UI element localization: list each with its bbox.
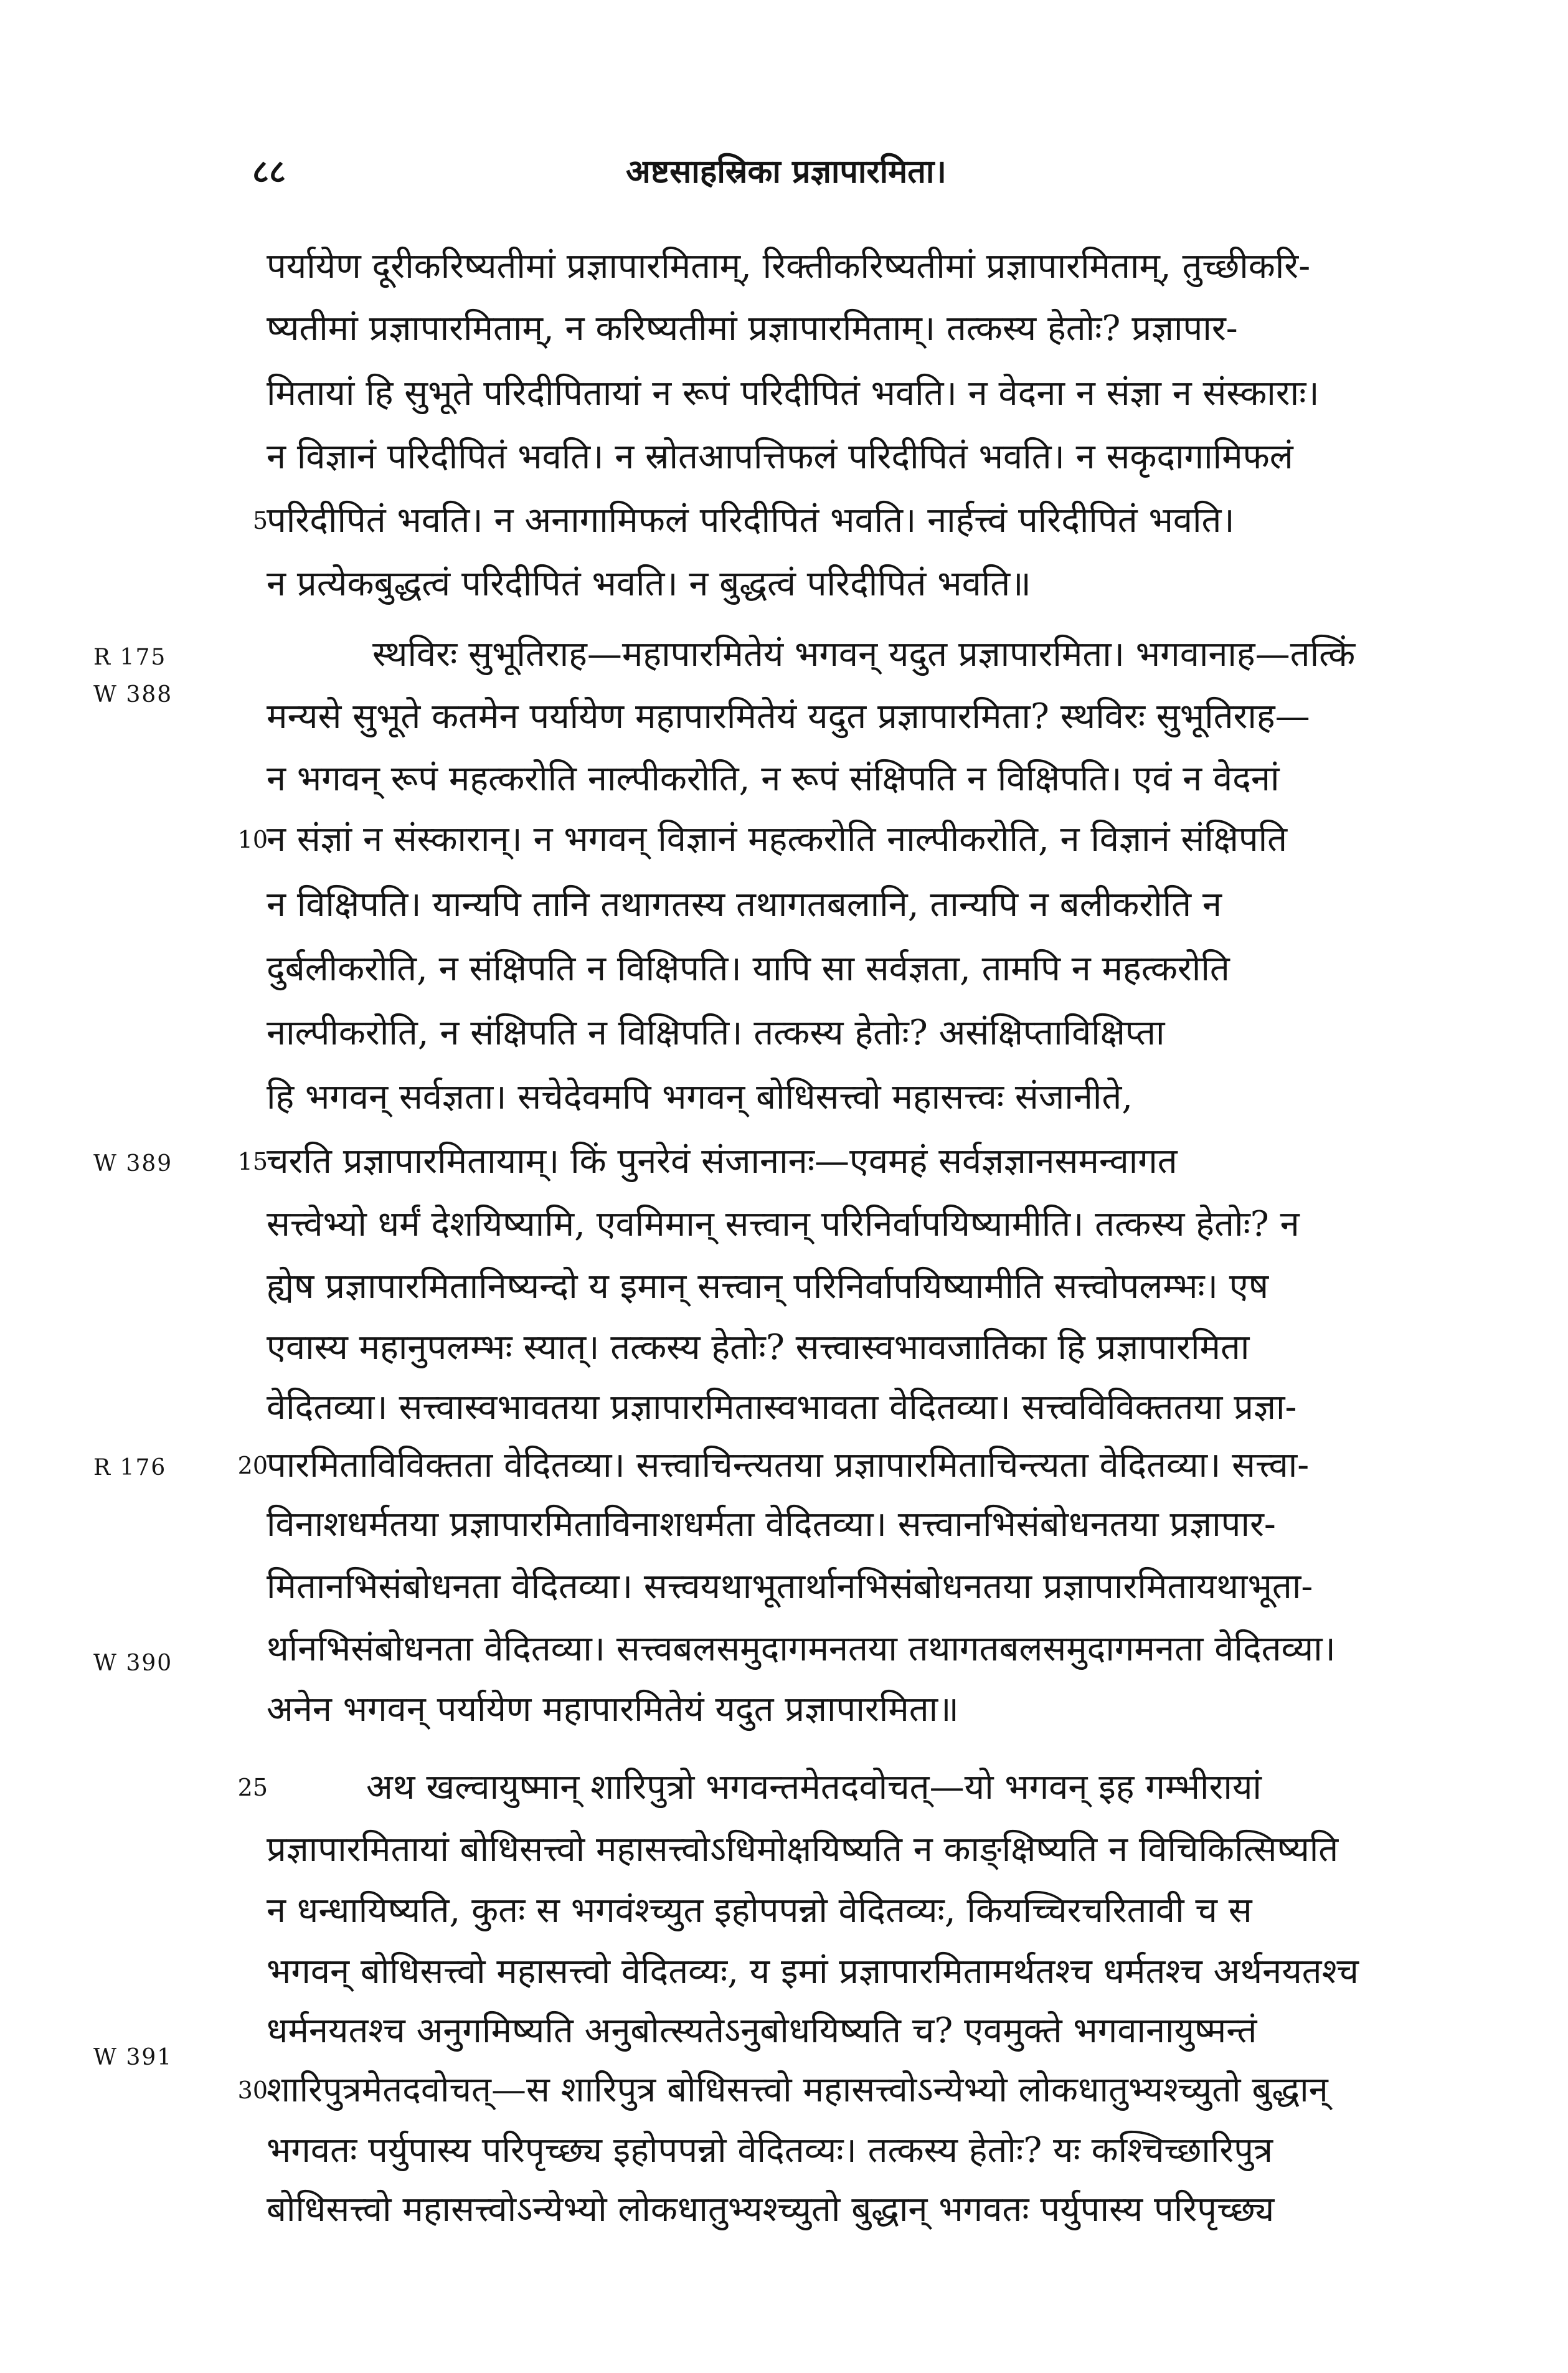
text-line: नाल्पीकरोति, न संक्षिपति न विक्षिपति। तत्कस्य हेतोः? असंक्षिप्ताविक्षिप्ता	[267, 1013, 1165, 1053]
text-line: न धन्धायिष्यति, कुतः स भगवंश्च्युत इहोपपन्नो वेदितव्यः, कियच्चिरचरितावी च स	[267, 1890, 1252, 1931]
text-line: स्थविरः सुभूतिराह—महापारमितेयं भगवन् यदुत प्रज्ञापारमिता। भगवानाह—तत्किं	[372, 634, 1356, 675]
text-line: न विज्ञानं परिदीपितं भवति। न स्रोतआपत्तिफलं परिदीपितं भवति। न सकृदागामिफलं	[267, 437, 1293, 477]
text-line: मितानभिसंबोधनता वेदितव्या। सत्त्वयथाभूतार्थानभिसंबोधनतया प्रज्ञापारमितायथाभूता-	[267, 1566, 1313, 1607]
text-line: न प्रत्येकबुद्धत्वं परिदीपितं भवति। न बुद्धत्वं परिदीपितं भवति॥	[267, 564, 1031, 604]
text-line: विनाशधर्मतया प्रज्ञापारमिताविनाशधर्मता वेदितव्या। सत्त्वानभिसंबोधनतया प्रज्ञापार-	[267, 1504, 1276, 1545]
text-line: दुर्बलीकरोति, न संक्षिपति न विक्षिपति। यापि सा सर्वज्ञता, तामपि न महत्करोति	[267, 949, 1230, 989]
margin-reference: W 389	[93, 1151, 173, 1177]
text-line: धर्मनयतश्च अनुगमिष्यति अनुबोत्स्यतेऽनुबोधयिष्यति च? एवमुक्ते भगवानायुष्मन्तं	[267, 2011, 1257, 2051]
text-line: न भगवन् रूपं महत्करोति नाल्पीकरोति, न रूपं संक्षिपति न विक्षिपति। एवं न वेदनां	[267, 759, 1280, 799]
text-line: र्थानभिसंबोधनता वेदितव्या। सत्त्वबलसमुदागमनतया तथागतबलसमुदागमनता वेदितव्या।	[267, 1629, 1336, 1669]
margin-reference: W 388	[93, 682, 173, 708]
text-line: प्रज्ञापारमितायां बोधिसत्त्वो महासत्त्वोऽधिमोक्षयिष्यति न काङ्क्षिष्यति न विचिकित्सिष्यति	[267, 1829, 1339, 1870]
margin-reference: W 391	[93, 2045, 173, 2070]
text-line: अनेन भगवन् पर्यायेण महापारमितेयं यदुत प्रज्ञापारमिता॥	[267, 1689, 959, 1730]
text-line: भगवतः पर्युपास्य परिपृच्छ्य इहोपपन्नो वेदितव्यः। तत्कस्य हेतोः? यः कश्चिच्छारिपुत्र	[267, 2130, 1273, 2171]
margin-reference: W 390	[93, 1651, 173, 1676]
text-line: सत्त्वेभ्यो धर्मं देशयिष्यामि, एवमिमान् सत्त्वान् परिनिर्वापयिष्यामीति। तत्कस्य हेतोः? न	[267, 1204, 1300, 1244]
text-line: मन्यसे सुभूते कतमेन पर्यायेण महापारमितेयं यदुत प्रज्ञापारमिता? स्थविरः सुभूतिराह—	[267, 696, 1310, 737]
text-line: पर्यायेण दूरीकरिष्यतीमां प्रज्ञापारमिताम्, रिक्तीकरिष्यतीमां प्रज्ञापारमिताम्, तुच्छीकरि-	[267, 246, 1311, 287]
margin-reference: R 175	[93, 645, 167, 670]
text-line: ष्यतीमां प्रज्ञापारमिताम्, न करिष्यतीमां प्रज्ञापारमिताम्। तत्कस्य हेतोः? प्रज्ञापार-	[267, 308, 1238, 349]
text-line: बोधिसत्त्वो महासत्त्वोऽन्येभ्यो लोकधातुभ्यश्च्युतो बुद्धान् भगवतः पर्युपास्य परिपृच्छ्य	[267, 2189, 1275, 2230]
text-line: न संज्ञां न संस्कारान्। न भगवन् विज्ञानं महत्करोति नाल्पीकरोति, न विज्ञानं संक्षिपति	[267, 819, 1288, 860]
line-number: 15	[237, 1148, 268, 1175]
page-number: ८८	[252, 153, 286, 191]
text-line: मितायां हि सुभूते परिदीपितायां न रूपं परिदीपितं भवति। न वेदना न संज्ञा न संस्काराः।	[267, 373, 1320, 414]
text-line: हि भगवन् सर्वज्ञता। सचेदेवमपि भगवन् बोधिसत्त्वो महासत्त्वः संजानीते,	[267, 1077, 1133, 1117]
line-number: 25	[237, 1774, 268, 1801]
text-line: ह्येष प्रज्ञापारमितानिष्यन्दो य इमान् सत्त्वान् परिनिर्वापयिष्यामीति सत्त्वोपलम्भः। एष	[267, 1266, 1269, 1307]
text-line: शारिपुत्रमेतदवोचत्—स शारिपुत्र बोधिसत्त्वो महासत्त्वोऽन्येभ्यो लोकधातुभ्यश्च्युतो बुद्धान्	[267, 2070, 1328, 2110]
text-line: एवास्य महानुपलम्भः स्यात्। तत्कस्य हेतोः? सत्त्वास्वभावजातिका हि प्रज्ञापारमिता	[267, 1327, 1250, 1368]
margin-reference: R 176	[93, 1455, 167, 1480]
text-line: भगवन् बोधिसत्त्वो महासत्त्वो वेदितव्यः, य इमां प्रज्ञापारमितामर्थतश्च धर्मतश्च अर्थनयतश्च	[267, 1951, 1359, 1992]
line-number: 20	[237, 1452, 268, 1479]
text-line: पारमिताविविक्तता वेदितव्या। सत्त्वाचिन्त्यतया प्रज्ञापारमिताचिन्त्यता वेदितव्या। सत्त्वा-	[267, 1445, 1310, 1485]
text-line: परिदीपितं भवति। न अनागामिफलं परिदीपितं भवति। नार्हत्त्वं परिदीपितं भवति।	[267, 500, 1235, 541]
line-number: 30	[237, 2077, 268, 2104]
page-header	[252, 148, 1466, 198]
running-title: अष्टसाहस्रिका प्रज्ञापारमिता।	[626, 153, 947, 191]
text-line: न विक्षिपति। यान्यपि तानि तथागतस्य तथागतबलानि, तान्यपि न बलीकरोति न	[267, 884, 1222, 925]
line-number: 10	[237, 826, 268, 853]
text-line: वेदितव्या। सत्त्वास्वभावतया प्रज्ञापारमितास्वभावता वेदितव्या। सत्त्वविविक्ततया प्रज्ञा-	[267, 1387, 1297, 1428]
text-line: अथ खल्वायुष्मान् शारिपुत्रो भगवन्तमेतदवोचत्—यो भगवन् इह गम्भीरायां	[366, 1767, 1262, 1807]
line-number: 5	[252, 507, 268, 534]
text-line: चरति प्रज्ञापारमितायाम्। किं पुनरेवं संजानानः—एवमहं सर्वज्ञज्ञानसमन्वागत	[267, 1141, 1178, 1182]
